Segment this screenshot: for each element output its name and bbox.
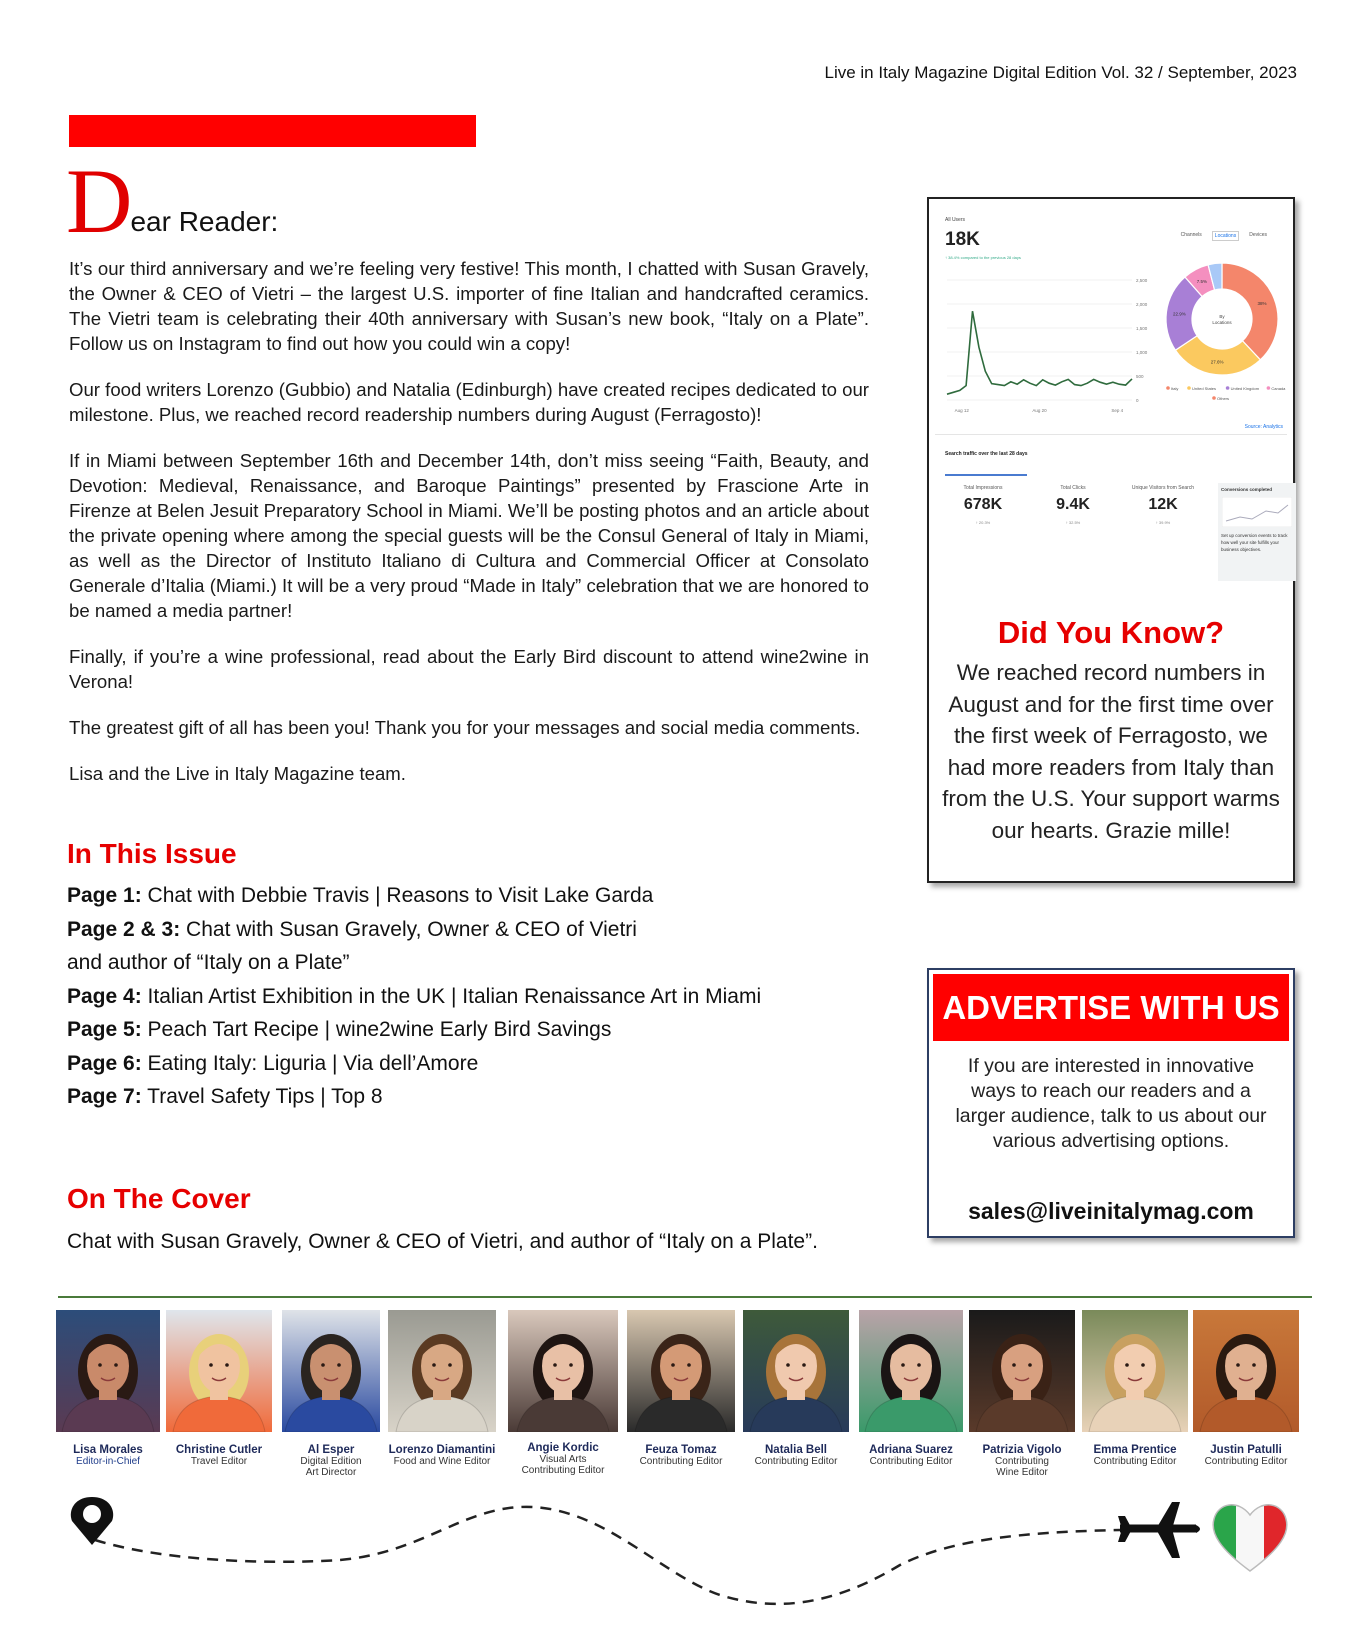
conversions-title: Conversions completed xyxy=(1221,487,1273,492)
italian-flag-heart-icon xyxy=(1208,1495,1292,1575)
team-member-label xyxy=(382,1444,502,1467)
issue-page-label: Page 4: xyxy=(67,984,142,1008)
team-photo xyxy=(743,1310,849,1432)
letter-body xyxy=(69,256,869,807)
airplane-icon xyxy=(1118,1502,1200,1558)
donut-slice xyxy=(1222,263,1278,360)
team-member-role: Contributing Editor xyxy=(754,1456,838,1467)
team-member-role: Contributing xyxy=(995,1456,1049,1467)
team-member-role: Wine Editor xyxy=(996,1467,1048,1478)
legend-label: Canada xyxy=(1271,386,1286,391)
team-photo xyxy=(1082,1310,1188,1432)
team-member-name: Adriana Suarez xyxy=(869,1444,953,1456)
team-member-label xyxy=(1187,1444,1305,1467)
portrait-illustration xyxy=(859,1310,963,1432)
dashed-flight-path xyxy=(95,1507,1120,1604)
metric-label: Total Impressions xyxy=(963,485,1003,491)
x-tick-label: Sep 4 xyxy=(1111,408,1124,413)
team-member-role: Digital Edition xyxy=(300,1456,362,1467)
team-member-name: Lorenzo Diamantini xyxy=(388,1444,496,1456)
slice-label: 7.5% xyxy=(1196,278,1208,284)
conversions-desc: Set up conversion events to track how well your site fulfills your business objectives. xyxy=(1221,533,1288,552)
portrait-illustration xyxy=(282,1310,380,1432)
team-member-role: Food and Wine Editor xyxy=(393,1456,491,1467)
issue-row[interactable] xyxy=(67,913,827,947)
team-photo xyxy=(508,1310,618,1432)
y-tick-label: 2,000 xyxy=(1136,302,1148,307)
team-photo xyxy=(1193,1310,1299,1432)
issue-page-label: Page 6: xyxy=(67,1051,142,1075)
search-traffic-panel xyxy=(935,441,1287,581)
team-photo xyxy=(388,1310,496,1432)
conversions-sparkline xyxy=(1222,497,1292,527)
users-line-chart xyxy=(943,272,1173,442)
team-member-name: Lisa Morales xyxy=(73,1444,143,1456)
issue-row[interactable] xyxy=(67,1013,827,1047)
tab-locations[interactable]: Locations xyxy=(1212,231,1239,241)
team-member-name: Natalia Bell xyxy=(765,1444,827,1456)
legend-label: United States xyxy=(1192,386,1217,391)
issue-page-label: Page 2 & 3: xyxy=(67,917,181,941)
team-member-name: Patrizia Vigolo xyxy=(982,1444,1062,1456)
issue-row-text: Peach Tart Recipe | wine2wine Early Bird Savings xyxy=(141,1018,612,1041)
red-accent-bar xyxy=(69,115,476,147)
letter-signature: Lisa and the Live in Italy Magazine team. xyxy=(69,763,406,784)
team-member-label xyxy=(50,1444,166,1467)
portrait-illustration xyxy=(56,1310,160,1432)
issue-row-text: and author of “Italy on a Plate” xyxy=(67,951,350,974)
letter-paragraph: The greatest gift of all has been you! Thank you for your messages and social media comments. xyxy=(69,717,861,738)
x-tick-label: Aug 20 xyxy=(1032,408,1047,413)
team-member-label xyxy=(276,1444,386,1478)
metric-change: ↑ 39.9% xyxy=(1155,520,1171,525)
metric-value: 678K xyxy=(963,496,1003,513)
team-member-role: Contributing Editor xyxy=(1093,1456,1177,1467)
issue-row-text: Chat with Susan Gravely, Owner & CEO of Vietri xyxy=(180,917,637,941)
analytics-tabs xyxy=(1179,231,1269,241)
legend-swatch xyxy=(1226,386,1230,390)
legend-label: Italy xyxy=(1171,386,1179,391)
team-member-label xyxy=(621,1444,741,1467)
map-pin-icon xyxy=(71,1497,113,1545)
portrait-illustration xyxy=(743,1310,849,1432)
legend-swatch xyxy=(1166,386,1170,390)
portrait-illustration xyxy=(1193,1310,1299,1432)
team-member-name: Feuza Tomaz xyxy=(645,1444,717,1456)
issue-page-label: Page 1: xyxy=(67,884,142,907)
advertise-box xyxy=(927,968,1295,1238)
donut-center-label: By xyxy=(1219,314,1225,319)
tab-devices[interactable]: Devices xyxy=(1249,232,1267,238)
issue-list xyxy=(67,879,827,1114)
team-member-role: Travel Editor xyxy=(190,1456,248,1467)
metric-change: ↑ 32.5% xyxy=(1065,520,1081,525)
slice-label: 38% xyxy=(1257,301,1267,307)
team-member-label xyxy=(1076,1444,1194,1467)
divider-rule xyxy=(58,1296,1312,1298)
issue-row[interactable] xyxy=(67,879,827,913)
issue-row[interactable] xyxy=(67,1080,827,1114)
team-member-role: Art Director xyxy=(305,1467,357,1478)
slice-label: 27.6% xyxy=(1210,359,1224,365)
y-tick-label: 2,500 xyxy=(1136,278,1148,283)
team-member-label xyxy=(502,1442,624,1476)
metric-clicks xyxy=(1033,485,1113,525)
team-member-role: Contributing Editor xyxy=(521,1465,605,1476)
analytics-source: Source: Analytics xyxy=(1244,424,1283,430)
letter-paragraph: Our food writers Lorenzo (Gubbio) and Natalia (Edinburgh) have created recipes dedicated to our milestone. Plus, we reached record readership numbers during August (Ferragosto)! xyxy=(69,379,869,425)
letter-greeting xyxy=(66,150,279,252)
series-line xyxy=(947,311,1132,394)
portrait-illustration xyxy=(1082,1310,1188,1432)
search-traffic-underline xyxy=(945,474,1027,476)
issue-row[interactable] xyxy=(67,1047,827,1081)
y-tick-label: 500 xyxy=(1136,374,1144,379)
team-photo xyxy=(282,1310,380,1432)
metric-impressions xyxy=(943,485,1023,525)
edition-header: Live in Italy Magazine Digital Edition Vol. 32 / September, 2023 xyxy=(824,63,1297,82)
metric-unique-visitors xyxy=(1123,485,1203,525)
analytics-screenshot xyxy=(935,207,1287,435)
team-photo xyxy=(166,1310,272,1432)
portrait-illustration xyxy=(388,1310,496,1432)
y-tick-label: 1,500 xyxy=(1136,326,1148,331)
y-tick-label: 1,000 xyxy=(1136,350,1148,355)
metric-label: Total Clicks xyxy=(1060,485,1086,491)
legend-swatch xyxy=(1267,386,1271,390)
metric-label: Unique Visitors from Search xyxy=(1131,485,1195,491)
donut-center-label: Locations xyxy=(1212,320,1232,325)
did-you-know-text: We reached record numbers in August and for the first time over the first week of Ferragosto, we had more readers from Italy than from the U.S. Your support warms our hearts. Grazie mille! xyxy=(942,660,1280,843)
team-member-role: Contributing Editor xyxy=(639,1456,723,1467)
locations-donut-chart xyxy=(1162,257,1287,405)
team-member-role: Editor-in-Chief xyxy=(76,1456,140,1467)
team-member-label xyxy=(853,1444,969,1467)
metric-value: 9.4K xyxy=(1056,496,1090,513)
issue-row[interactable] xyxy=(67,946,827,980)
team-member-role: Contributing Editor xyxy=(1204,1456,1288,1467)
users-value: 18K xyxy=(945,229,980,250)
team-member-name: Angie Kordic xyxy=(527,1442,599,1454)
team-photo xyxy=(969,1310,1075,1432)
issue-row-text: Italian Artist Exhibition in the UK | Italian Renaissance Art in Miami xyxy=(141,984,762,1008)
team-member-label xyxy=(737,1444,855,1467)
team-photo xyxy=(859,1310,963,1432)
team-member-name: Justin Patulli xyxy=(1210,1444,1282,1456)
advertise-text: If you are interested in innovative ways to reach our readers and a larger audience, talk to us about our various advertising options. xyxy=(955,1055,1267,1152)
letter-paragraph: Finally, if you’re a wine professional, read about the Early Bird discount to attend wine2wine in Verona! xyxy=(69,646,869,692)
issue-page-label: Page 7: xyxy=(67,1085,142,1108)
search-traffic-title: Search traffic over the last 28 days xyxy=(945,451,1028,457)
team-member-label xyxy=(963,1444,1081,1478)
drop-cap: D xyxy=(66,150,133,252)
portrait-illustration xyxy=(969,1310,1075,1432)
letter-paragraph: If in Miami between September 16th and December 14th, don’t miss seeing “Faith, Beauty, and Devotion: Medieval, Renaissance, and Baroque Paintings” presented by Frascione Arte in Firenze at Belen Jesuit Preparatory School in Miami. We’ll be posting photos and an article about the private opening where among the special guests will be the Consul General of Italy in Miami, as well as the Director of Instituto Italiano di Cultura and Commercial Officer at Consolato Generale d’Italia (Miami.) It will be a very proud “Made in Italy” celebration that we are honored to be named a media partner! xyxy=(69,450,869,621)
did-you-know-box xyxy=(927,197,1295,883)
advertise-title: ADVERTISE WITH US xyxy=(933,974,1289,1041)
issue-row[interactable] xyxy=(67,980,827,1014)
did-you-know-title: Did You Know? xyxy=(997,615,1225,650)
letter-paragraph: It’s our third anniversary and we’re feeling very festive! This month, I chatted with Susan Gravely, the Owner & CEO of Vietri – the largest U.S. importer of fine Italian and handcrafted ceramics. The Vietri team is celebrating their 40th anniversary with Susan’s new book, “Italy on a Plate”. Follow us on Instagram to find out how you could win a copy! xyxy=(69,258,869,354)
portrait-illustration xyxy=(166,1310,272,1432)
team-photo xyxy=(627,1310,735,1432)
in-this-issue-heading: In This Issue xyxy=(67,838,237,869)
conversions-card xyxy=(1218,483,1296,581)
team-member-label xyxy=(160,1444,278,1467)
team-member-role: Contributing Editor xyxy=(869,1456,953,1467)
team-photo xyxy=(56,1310,160,1432)
team-member-name: Al Esper xyxy=(307,1444,355,1456)
travel-path-decoration xyxy=(0,1485,1350,1649)
y-tick-label: 0 xyxy=(1136,398,1139,403)
slice-label: 22.9% xyxy=(1172,311,1186,317)
legend-label: United Kingdom xyxy=(1230,386,1260,391)
issue-page-label: Page 5: xyxy=(67,1018,142,1041)
greeting-text: ear Reader: xyxy=(130,206,279,237)
team-member-name: Christine Cutler xyxy=(175,1444,263,1456)
issue-row-text: Eating Italy: Liguria | Via dell’Amore xyxy=(141,1051,479,1075)
issue-row-text: Chat with Debbie Travis | Reasons to Visit Lake Garda xyxy=(141,884,654,907)
x-tick-label: Aug 12 xyxy=(954,408,969,413)
metric-value: 12K xyxy=(1148,496,1178,513)
issue-row-text: Travel Safety Tips | Top 8 xyxy=(141,1085,383,1108)
metric-change: ↑ 20.3% xyxy=(975,520,991,525)
users-change: ↑ 38.4% compared to the previous 28 days xyxy=(945,255,1021,260)
legend-swatch xyxy=(1187,386,1191,390)
legend-swatch xyxy=(1212,396,1216,400)
advertise-email-link[interactable]: sales@liveinitalymag.com xyxy=(968,1198,1254,1224)
cover-text: Chat with Susan Gravely, Owner & CEO of Vietri, and author of “Italy on a Plate”. xyxy=(67,1230,818,1253)
legend-label: Others xyxy=(1217,396,1230,401)
users-label: All Users xyxy=(945,217,966,223)
team-member-name: Emma Prentice xyxy=(1093,1444,1177,1456)
team-member-role: Visual Arts xyxy=(539,1454,587,1465)
portrait-illustration xyxy=(627,1310,735,1432)
portrait-illustration xyxy=(508,1310,618,1432)
tab-channels[interactable]: Channels xyxy=(1180,232,1202,238)
on-the-cover-heading: On The Cover xyxy=(67,1183,251,1214)
